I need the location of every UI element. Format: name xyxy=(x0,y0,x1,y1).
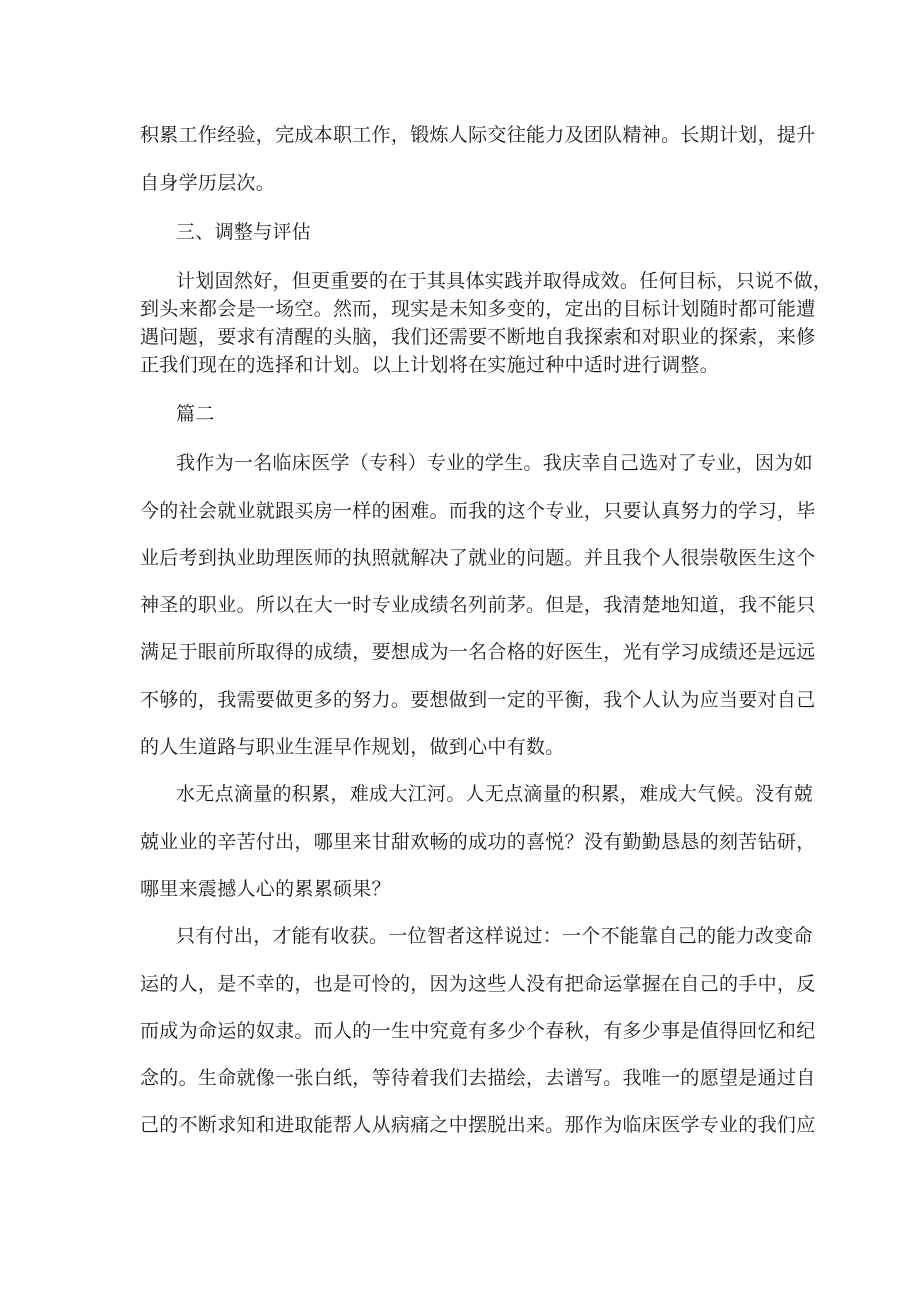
text-line: 到头来都会是一场空。然而，现实是未知多变的，定出的目标计划随时都可能遭 xyxy=(140,298,816,320)
text-line: 遇问题，要求有清醒的头脑，我们还需要不断地自我探索和对职业的探索，来修 xyxy=(140,326,816,348)
text-line: 只有付出，才能有收获。一位智者这样说过：一个不能靠自己的能力改变命 xyxy=(176,925,813,947)
text-line: 今的社会就业就跟买房一样的困难。而我的这个专业，只要认真努力的学习，毕 xyxy=(140,500,816,522)
text-line: 神圣的职业。所以在大一时专业成绩名列前茅。但是，我清楚地知道，我不能只 xyxy=(140,594,816,616)
text-line: 的人生道路与职业生涯早作规划，做到心中有数。 xyxy=(140,736,565,758)
section-heading: 三、调整与评估 xyxy=(176,221,312,243)
text-line: 兢业业的辛苦付出，哪里来甘甜欢畅的成功的喜悦？没有勤勤恳恳的刻苦钻研， xyxy=(140,831,816,853)
text-line: 业后考到执业助理医师的执照就解决了就业的问题。并且我个人很崇敬医生这个 xyxy=(140,547,816,569)
text-line: 我作为一名临床医学（专科）专业的学生。我庆幸自己选对了专业，因为如 xyxy=(176,452,813,474)
text-line: 自身学历层次。 xyxy=(140,172,276,194)
text-line: 积累工作经验，完成本职工作，锻炼人际交往能力及团队精神。长期计划，提升 xyxy=(140,124,816,146)
section-heading: 篇二 xyxy=(176,403,215,425)
text-line: 水无点滴量的积累，难成大江河。人无点滴量的积累，难成大气候。没有兢 xyxy=(176,783,813,805)
text-line: 而成为命运的奴隶。而人的一生中究竟有多少个春秋，有多少事是值得回忆和纪 xyxy=(140,1020,816,1042)
text-line: 己的不断求知和进取能帮人从病痛之中摆脱出来。那作为临床医学专业的我们应 xyxy=(140,1114,816,1136)
text-line: 哪里来震撼人心的累累硕果？ xyxy=(140,878,391,900)
text-line: 正我们现在的选择和计划。以上计划将在实施过种中适时进行调整。 xyxy=(140,354,720,376)
text-line: 念的。生命就像一张白纸，等待着我们去描绘，去谱写。我唯一的愿望是通过自 xyxy=(140,1067,816,1089)
text-line: 运的人，是不幸的，也是可怜的，因为这些人没有把命运掌握在自己的手中，反 xyxy=(140,973,816,995)
text-line: 满足于眼前所取得的成绩，要想成为一名合格的好医生，光有学习成绩还是远远 xyxy=(140,641,816,663)
text-line: 不够的，我需要做更多的努力。要想做到一定的平衡，我个人认为应当要对自己 xyxy=(140,689,816,711)
text-line: 计划固然好，但更重要的在于其具体实践并取得成效。任何目标，只说不做， xyxy=(176,270,833,292)
